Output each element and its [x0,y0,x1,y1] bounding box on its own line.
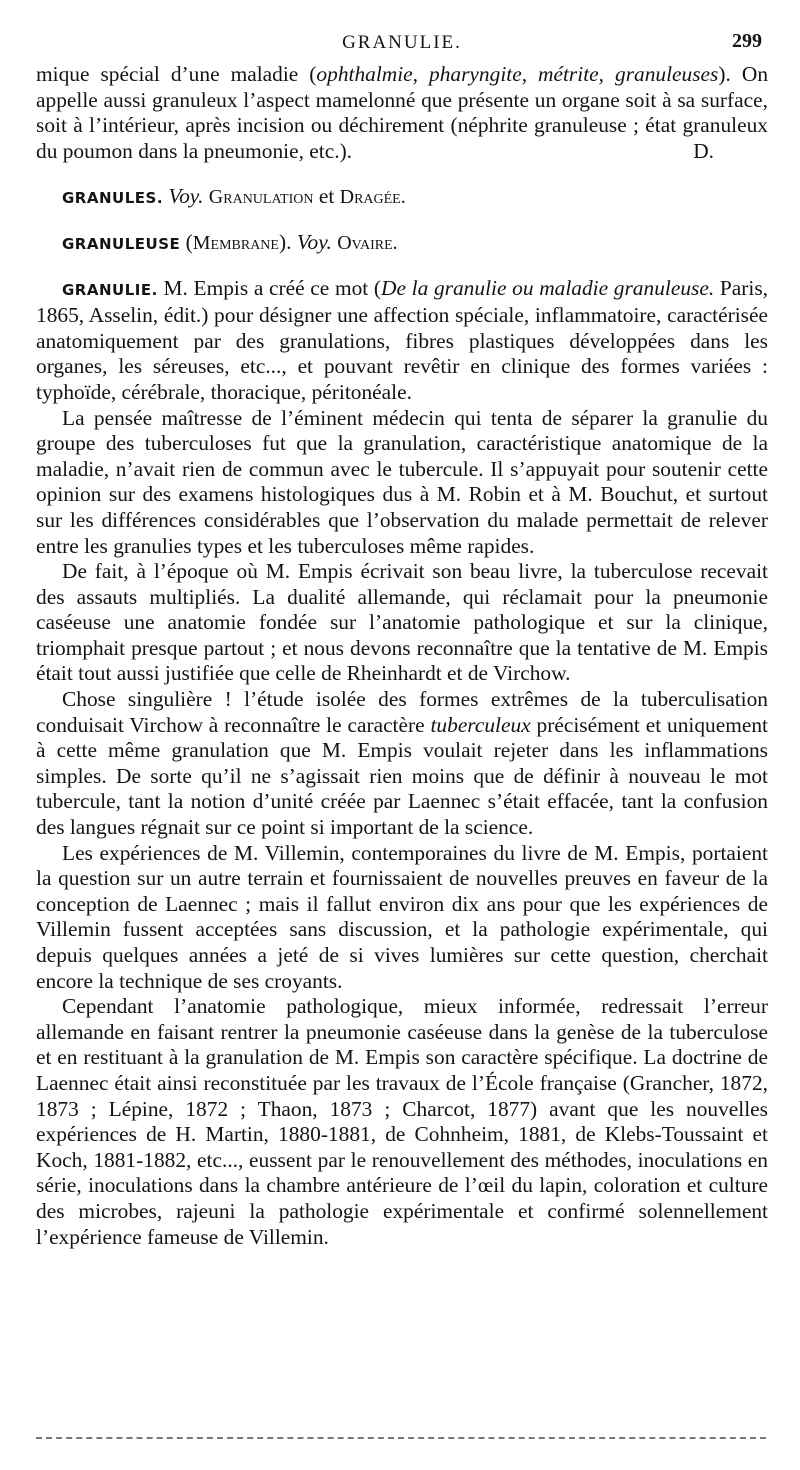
running-head: GRANULIE. [342,32,462,53]
voy-reference: Voy. [296,229,332,254]
page-number: 299 [732,30,762,52]
page [36,28,768,1250]
entry-granules [36,184,768,212]
text: précisément et uniquement à cette même granulation que M. Empis voulait rejeter dans les inflammations simples. De sorte qu’il ne s’agissait rien moins que de définir à nouveau le mot tubercule, tant la notion d’unité créée par Laennec s’était effacée, tant la confusion des langues régnait sur ce point si important de la science. [36,712,768,840]
author-signature: D. [693,138,714,163]
entry-granulie [36,276,768,406]
text: et [318,184,335,209]
headword: GRANULEUSE [62,234,181,253]
text: ( [185,229,193,254]
entry-granuleuse [36,230,768,258]
paragraph [36,687,768,841]
text: ). On appelle aussi granuleux l’aspect mamelonné que présente un organe soit à sa surface, soit à l’intérieur, après incision ou déchirement (néphrite granuleuse ; état granuleux du poumon dans la pneumonie, etc.). [36,62,769,163]
text: mique spécial d’une maladie ( [36,62,317,86]
book-title: De la granulie ou maladie granuleuse. [381,275,715,300]
italic-text: tuberculeux [430,712,531,737]
headword: GRANULIE. [62,280,158,299]
paragraph: La pensée maîtresse de l’éminent médecin qui tenta de séparer la granulie du groupe des tuberculoses fut que la granulation, caractéristique anatomique de la maladie, n’avait rien de commun avec le tubercule. Il s’appuyait pour soutenir cette opinion sur des examens histologiques dus à M. Robin et à M. Bouchut, et surtout sur les différences considérables que l’observation du malade permettait de relever entre les granulies types et les tuberculoses même rapides. [36,405,768,558]
voy-reference: Voy. [168,184,204,209]
page-header [36,28,768,62]
paragraph: Les expériences de M. Villemin, contemporaines du livre de M. Empis, portaient la question sur un autre terrain et fournissaient de nouvelles preuves en faveur de la conception de Laennec ; mais il fallut environ dix ans pour que les expériences de Villemin fussent acceptées sans discussion, et la pathologie expérimentale, qui depuis quelques années a jeté de si vives lumières sur cette question, cherchait encore la technique de ses croyants. [36,840,768,993]
text: Chose singulière ! l’étude isolée des formes extrêmes de la tuberculisation conduisait Virchow à reconnaître le caractère [36,687,768,737]
headword: GRANULES. [62,189,164,208]
paragraph: Cependant l’anatomie pathologique, mieux informée, redressait l’erreur allemande en faisant rentrer la pneumonie caséeuse dans la genèse de la tuberculose et en restituant à la granulation de M. Empis son caractère spécifique. La doctrine de Laennec était ainsi reconstituée par les travaux de l’École française (Grancher, 1872, 1873 ; Lépine, 1872 ; Thaon, 1873 ; Charcot, 1877) avant que les nouvelles expériences de H. Martin, 1880-1881, de Cohnheim, 1881, de Klebs-Toussaint et Koch, 1881-1882, etc..., eussent par le renouvellement des méthodes, inoculations en série, inoculations dans la chambre antérieure de l’œil du lapin, coloration et culture des microbes, rajeuni la pathologie expérimentale et confirmé solennellement l’expérience fameuse de Villemin. [36,994,768,1249]
text: Paris, 1865, Asselin, édit.) pour désigner une affection spéciale, inflammatoire, caractérisée anatomiquement par des granulations, fibres plastiques développées dans les organes, les séreuses, etc..., et pouvant revêtir en clinique des formes variées : typhoïde, cérébrale, thoracique, péritonéale. [36,275,769,404]
cross-reference: Granulation [208,186,314,209]
paragraph: De fait, à l’époque où M. Empis écrivait son beau livre, la tuberculose recevait des assauts multipliés. La dualité allemande, qui réclamait pour la pneumonie caséeuse une anatomie fondée sur l’anatomie pathologique et sur la clinique, triomphait presque partout ; et nous devons reconnaître que la tentative de M. Empis était tout aussi justifiée que celle de Rheinhardt et de Virchow. [36,559,768,686]
text: M. Empis a créé ce mot ( [163,275,382,300]
qualifier: Membrane [192,231,279,254]
cross-reference: Dragée. [339,186,406,209]
italic-text: ophthalmie, pharyngite, métrite, granuleuses [316,62,719,86]
paragraph-continuation [36,62,768,164]
cross-reference: Ovaire. [337,231,398,254]
footer-rule [36,1437,766,1439]
text: ). [278,229,292,254]
